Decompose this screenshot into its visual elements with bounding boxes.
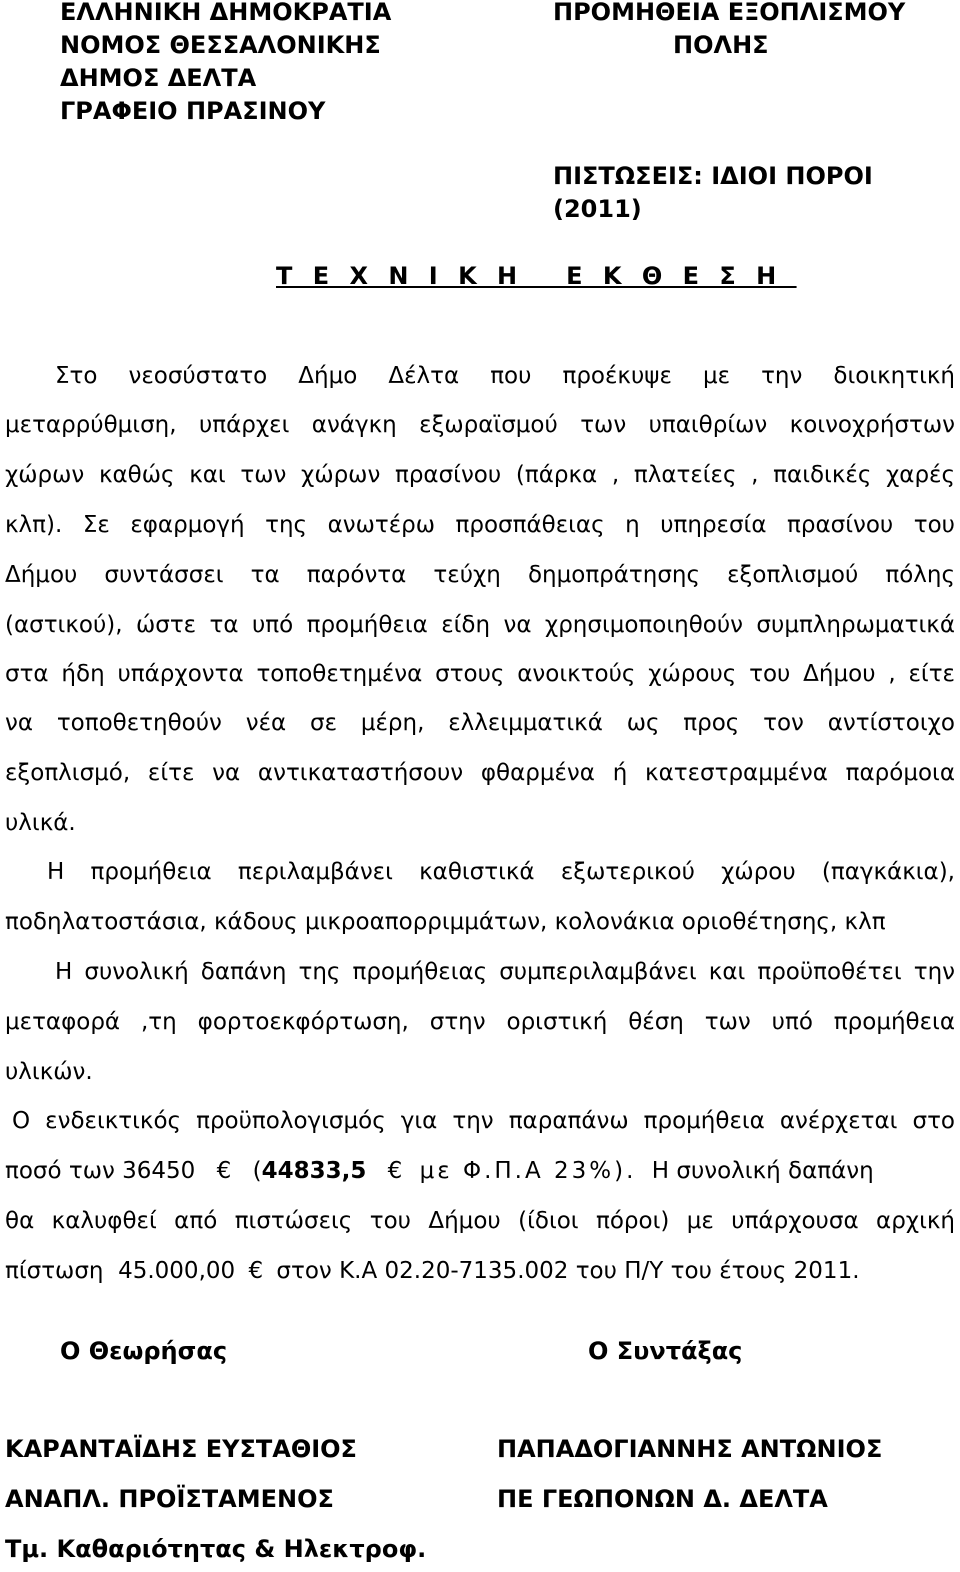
author-title: ΠΕ ΓΕΩΠΟΝΩΝ Δ. ΔΕΛΤΑ [497,1485,828,1513]
body-line: (αστικού), ώστε τα υπό προμήθεια είδη να χρησιμοποιηθούν συμπληρωματικά [5,612,955,638]
budget-text: Η συνολική δαπάνη [651,1158,874,1184]
body-line: Η προμήθεια περιλαμβάνει καθιστικά εξωτερικού χώρου (παγκάκια), [47,859,955,885]
body-line: χώρων καθώς και των χώρων πρασίνου (πάρκα , πλατείες , παιδικές χαρές [5,462,955,488]
reviewer-department: Τμ. Καθαριότητας & Ηλεκτροφ. [5,1535,427,1563]
body-line: Ο ενδεικτικός προϋπολογισμός για την παραπάνω προμήθεια ανέρχεται στο [12,1108,955,1134]
body-line: Δήμου συντάσσει τα παρόντα τεύχη δημοπράτησης εξοπλισμού πόλης [5,562,955,588]
body-line: Η συνολική δαπάνη της προμήθειας συμπεριλαμβάνει και προϋποθέτει την [55,959,955,985]
body-line: εξοπλισμό, είτε να αντικαταστήσουν φθαρμένα ή κατεστραμμένα παρόμοια [5,760,955,786]
budget-line [5,1156,955,1186]
euro-sign: € [216,1158,232,1184]
author-name: ΠΑΠΑΔΟΓΙΑΝΝΗΣ ΑΝΤΩΝΙΟΣ [497,1435,883,1463]
author-role: Ο Συντάξας [588,1337,743,1365]
body-line: μεταφορά ,τη φορτοεκφόρτωση, στην οριστική θέση των υπό προμήθεια [5,1009,955,1035]
issuer-line: ΔΗΜΟΣ ΔΕΛΤΑ [60,64,257,92]
reviewer-role: Ο Θεωρήσας [60,1337,228,1365]
issuer-line: ΝΟΜΟΣ ΘΕΣΣΑΛΟΝΙΚΗΣ [60,31,381,59]
credit-code: στον Κ.Α 02.20-7135.002 του Π/Υ του έτους 2011. [276,1258,860,1284]
euro-sign: € [387,1158,403,1184]
reviewer-title: ΑΝΑΠΛ. ΠΡΟΪΣΤΑΜΕΝΟΣ [5,1485,334,1513]
body-line: κλπ). Σε εφαρμογή της ανωτέρω προσπάθειας η υπηρεσία πρασίνου του [5,512,955,538]
body-line: υλικών. [5,1059,93,1085]
subject-line: ΠΟΛΗΣ [673,31,769,59]
budget-amount: 44833,5 [261,1158,367,1184]
budget-vat: με Φ.Π.Α 23%). [419,1158,637,1184]
body-line: στα ήδη υπάρχοντα τοποθετημένα στους ανοικτούς χώρους του Δήμου , είτε [5,661,955,687]
credits-line: ΠΙΣΤΩΣΕΙΣ: ΙΔΙΟΙ ΠΟΡΟΙ [553,162,873,190]
body-line: ποδηλατοστάσια, κάδους μικροαπορριμμάτων, κολονάκια οριοθέτησης, κλπ [5,909,886,935]
issuer-line: ΓΡΑΦΕΙΟ ΠΡΑΣΙΝΟΥ [60,97,326,125]
budget-paren: ( [252,1158,262,1184]
body-line: Στο νεοσύστατο Δήμο Δέλτα που προέκυψε με την διοικητική [55,363,955,389]
subject-line: ΠΡΟΜΗΘΕΙΑ ΕΞΟΠΛΙΣΜΟΥ [553,0,906,26]
euro-sign: € [248,1258,264,1284]
credit-amount: πίστωση 45.000,00 [5,1258,236,1284]
credit-line [5,1256,955,1286]
body-line: υλικά. [5,810,76,836]
body-line: μεταρρύθμιση, υπάρχει ανάγκη εξωραϊσμού των υπαιθρίων κοινοχρήστων [5,412,955,438]
funding-line: θα καλυφθεί από πιστώσεις του Δήμου (ίδιοι πόροι) με υπάρχουσα αρχική [5,1208,955,1234]
issuer-block [60,0,391,128]
issuer-line: ΕΛΛΗΝΙΚΗ ΔΗΜΟΚΡΑΤΙΑ [60,0,392,26]
document-title: Τ Ε Χ Ν Ι Κ Η Ε Κ Θ Ε Σ Η [276,262,797,290]
credits-block [553,160,873,226]
reviewer-name: ΚΑΡΑΝΤΑΪΔΗΣ ΕΥΣΤΑΘΙΟΣ [5,1435,357,1463]
budget-text: ποσό των 36450 [5,1158,196,1184]
body-line: να τοποθετηθούν νέα σε μέρη, ελλειμματικά ως προς τον αντίστοιχο [5,710,955,736]
credits-line: (2011) [553,195,642,223]
subject-block [553,0,905,62]
